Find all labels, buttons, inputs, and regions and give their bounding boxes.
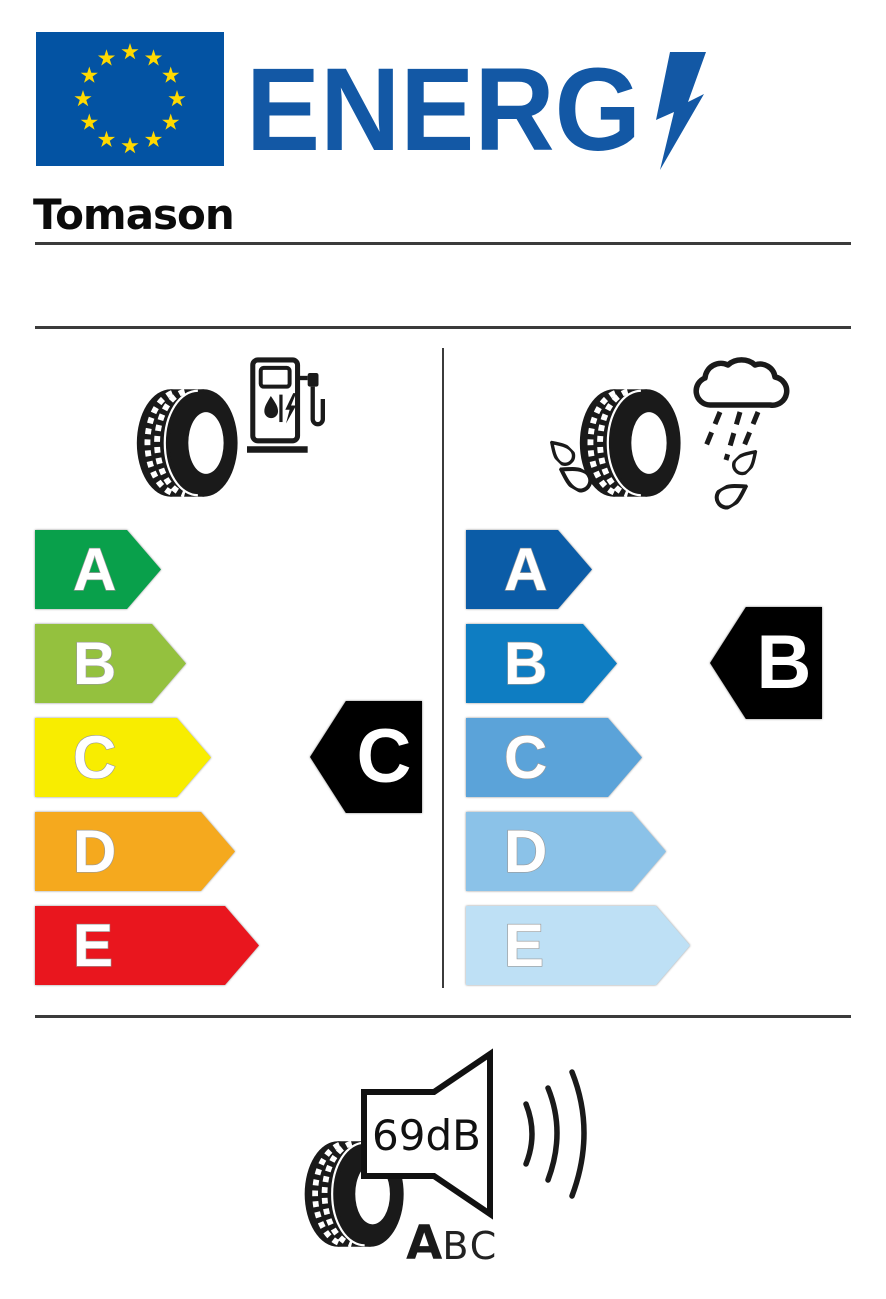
tire-icon <box>571 370 685 516</box>
fuel-class-row-b <box>35 624 186 703</box>
wet-class-label: B <box>504 630 548 697</box>
fuel-class-label: B <box>73 630 117 697</box>
column-divider-line <box>442 348 444 988</box>
noise-value: 69dB <box>372 1111 481 1160</box>
noise-rating-value: A <box>406 1216 443 1271</box>
fuel-class-label: D <box>73 818 117 885</box>
fuel-class-label: E <box>73 912 114 979</box>
fuel-class-row-e <box>35 906 259 985</box>
noise-remaining-classes: BC <box>442 1224 499 1268</box>
noise-class-scale <box>406 1216 498 1271</box>
divider-line-bottom <box>35 1015 851 1018</box>
fuel-class-row-c <box>35 718 211 797</box>
sound-waves-icon <box>526 1072 584 1196</box>
wet-rating-arrow <box>710 607 822 719</box>
fuel-class-label: C <box>73 724 117 791</box>
fuel-class-row-a <box>35 530 161 609</box>
energ-logo <box>246 50 726 172</box>
wet-class-row-e <box>466 906 690 985</box>
wet-class-label: C <box>504 724 548 791</box>
tire-icon <box>128 370 242 516</box>
speaker-icon <box>360 1048 596 1220</box>
energ-logo-text: ENERG <box>246 50 641 172</box>
brand-name: Tomason <box>33 190 234 239</box>
divider-line-top <box>35 242 851 245</box>
wet-class-row-a <box>466 530 592 609</box>
fuel-class-label: A <box>73 536 117 603</box>
wet-class-row-d <box>466 812 666 891</box>
wet-rating-value: B <box>756 620 812 705</box>
lightning-bolt-icon <box>656 52 706 170</box>
wet-class-row-b <box>466 624 617 703</box>
wet-class-row-c <box>466 718 642 797</box>
wet-class-label: E <box>504 912 545 979</box>
wet-class-label: D <box>504 818 548 885</box>
wet-class-label: A <box>504 536 548 603</box>
fuel-rating-value: C <box>356 714 412 799</box>
fuel-class-row-d <box>35 812 235 891</box>
eu-flag-icon <box>36 32 224 166</box>
fuel-rating-arrow <box>310 701 422 813</box>
fuel-pump-icon <box>247 352 325 456</box>
divider-line-mid <box>35 326 851 329</box>
